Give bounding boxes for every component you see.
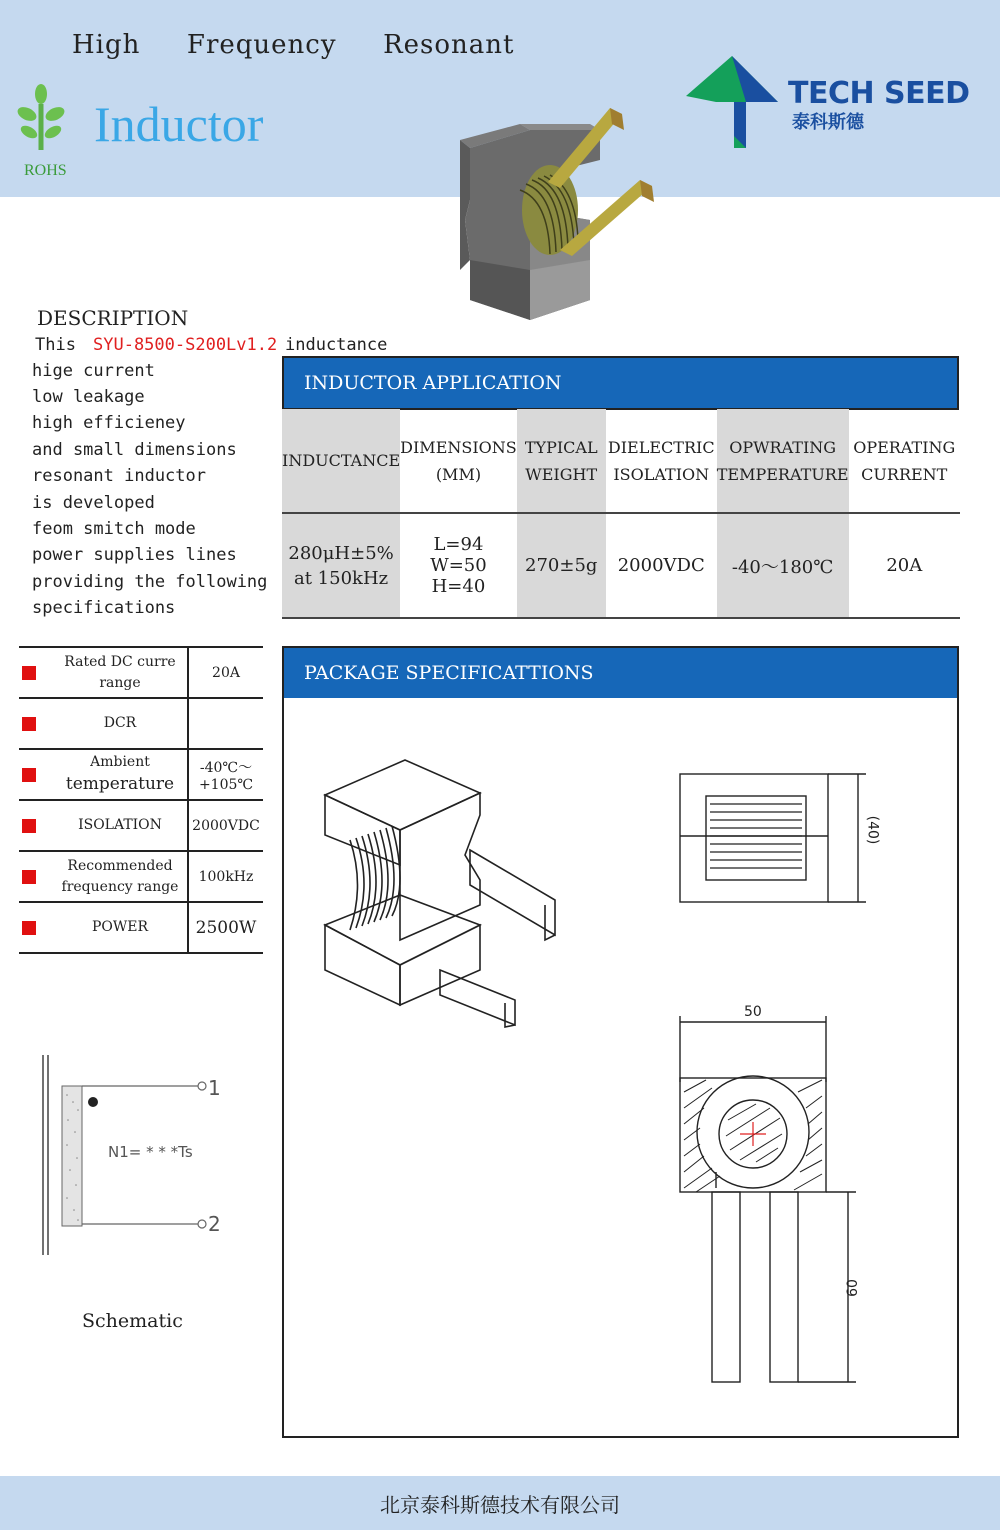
header-text: (MM) xyxy=(435,464,482,484)
bullet-cell xyxy=(19,647,53,698)
bullet-cell xyxy=(19,800,53,851)
value-cell xyxy=(606,513,717,618)
value-text: H=40 xyxy=(431,576,486,597)
inductor-iso-drawing xyxy=(320,755,570,1035)
rohs-label: ROHS xyxy=(24,162,67,179)
spec-table xyxy=(19,646,263,954)
description-line: high efficieney xyxy=(32,413,186,433)
spec-label-text: Rated DC curre xyxy=(64,654,176,671)
description-line: is developed xyxy=(32,493,155,513)
value-text: 2000VDC xyxy=(617,555,705,576)
spec-label xyxy=(53,698,188,749)
header-cell xyxy=(717,409,849,513)
spec-row xyxy=(19,851,263,902)
spec-row xyxy=(19,647,263,698)
spec-value xyxy=(188,800,263,851)
bullet-cell xyxy=(19,749,53,800)
description-intro-prefix: This xyxy=(35,335,76,355)
header-text: TEMPERATURE xyxy=(716,464,849,484)
value-text: 270±5g xyxy=(525,555,598,576)
spec-value-text: 100kHz xyxy=(198,868,254,885)
spec-value-text: 2000VDC xyxy=(192,817,260,834)
value-cell xyxy=(400,513,517,618)
pin-1-label: 1 xyxy=(208,1076,221,1100)
application-header xyxy=(282,356,959,410)
bullet-cell xyxy=(19,851,53,902)
turns-label: N1= * * *Ts xyxy=(108,1143,193,1161)
application-title: INDUCTOR APPLICATION xyxy=(304,372,562,394)
header-text: CURRENT xyxy=(861,464,948,484)
model-number: SYU-8500-S200Lv1.2 xyxy=(93,335,278,355)
dim-height-label: (40) xyxy=(864,815,881,845)
pin-2-label: 2 xyxy=(208,1212,221,1236)
schematic-label: Schematic xyxy=(82,1310,183,1332)
header-text: TYPICAL xyxy=(524,437,598,457)
sprout-icon xyxy=(16,82,66,152)
header-text: DIELECTRIC xyxy=(607,437,715,457)
package-header xyxy=(284,648,957,698)
description-intro-suffix: inductance xyxy=(285,335,388,355)
description-line: resonant inductor xyxy=(32,466,206,486)
value-text: 280μH±5% xyxy=(288,542,394,564)
red-square-icon xyxy=(22,717,36,731)
value-text: W=50 xyxy=(430,555,487,576)
spec-label-text: temperature xyxy=(65,774,175,795)
spec-value xyxy=(188,851,263,902)
application-table xyxy=(282,409,960,619)
description-line: power supplies lines xyxy=(32,545,237,565)
description-line: hige current xyxy=(32,361,155,381)
spec-value-text: 2500W xyxy=(195,917,257,938)
inductor-side-view xyxy=(676,770,876,910)
spec-label xyxy=(53,851,188,902)
brand-name: TECH SEED xyxy=(788,76,970,111)
spec-label xyxy=(53,902,188,953)
header-text: WEIGHT xyxy=(525,464,598,484)
spec-row xyxy=(19,902,263,953)
spec-value xyxy=(188,698,263,749)
spec-label xyxy=(53,800,188,851)
description-line: feom smitch mode xyxy=(32,519,196,539)
bullet-cell xyxy=(19,902,53,953)
title-line1: High Frequency Resonant xyxy=(72,30,515,60)
spec-value-text: -40℃～ xyxy=(199,759,253,776)
spec-value xyxy=(188,902,263,953)
dim-width-label: 50 xyxy=(744,1004,762,1020)
spec-label-text: DCR xyxy=(103,715,137,732)
spec-value-text: +105℃ xyxy=(198,776,254,793)
value-cell xyxy=(849,513,960,618)
description-line: specifications xyxy=(32,598,176,618)
value-text: -40～180℃ xyxy=(731,556,834,578)
red-square-icon xyxy=(22,870,36,884)
page-title: Inductor xyxy=(94,96,264,152)
spec-label-text: frequency range xyxy=(61,878,179,895)
header-cell xyxy=(517,409,606,513)
description-line: low leakage xyxy=(32,387,145,407)
spec-label xyxy=(53,647,188,698)
red-square-icon xyxy=(22,819,36,833)
description-line: providing the following xyxy=(32,572,268,592)
description-heading: DESCRIPTION xyxy=(37,306,189,330)
spec-row xyxy=(19,698,263,749)
company-name: 北京泰科斯德技术有限公司 xyxy=(380,1493,620,1517)
spec-label-text: range xyxy=(99,674,141,691)
tech-seed-logo-icon xyxy=(686,56,786,152)
spec-label-text: POWER xyxy=(91,919,149,936)
value-text: at 150kHz xyxy=(294,567,389,589)
red-square-icon xyxy=(22,921,36,935)
inductor-product-image xyxy=(450,100,665,330)
inductor-top-view xyxy=(676,1012,866,1392)
spec-label-text: Ambient xyxy=(90,754,150,771)
spec-label xyxy=(53,749,188,800)
header-text: ISOLATION xyxy=(613,464,710,484)
spec-row xyxy=(19,800,263,851)
header-cell xyxy=(849,409,960,513)
header-cell xyxy=(282,409,400,513)
description-line: and small dimensions xyxy=(32,440,237,460)
header-text: OPWRATING xyxy=(729,437,837,457)
spec-value xyxy=(188,647,263,698)
value-text: 20A xyxy=(886,555,923,576)
dim-leg-label: 60 xyxy=(844,1279,861,1297)
header-text: INDUCTANCE xyxy=(282,451,401,470)
header-text: OPERATING xyxy=(853,437,956,457)
red-square-icon xyxy=(22,666,36,680)
spec-label-text: ISOLATION xyxy=(78,817,162,834)
value-cell xyxy=(717,513,849,618)
red-square-icon xyxy=(22,768,36,782)
value-cell xyxy=(282,513,400,618)
header-cell xyxy=(606,409,717,513)
spec-value xyxy=(188,749,263,800)
spec-label-text: Recommended xyxy=(67,858,173,875)
spec-value-text: 20A xyxy=(212,664,240,681)
bullet-cell xyxy=(19,698,53,749)
value-text: L=94 xyxy=(433,534,484,555)
package-title: PACKAGE SPECIFICATTIONS xyxy=(304,662,594,684)
application-header-row xyxy=(282,409,960,513)
header-text: DIMENSIONS xyxy=(400,437,517,457)
application-value-row xyxy=(282,513,960,618)
header-cell xyxy=(400,409,517,513)
brand-name-cn: 泰科斯德 xyxy=(792,112,864,133)
value-cell xyxy=(517,513,606,618)
spec-row xyxy=(19,749,263,800)
